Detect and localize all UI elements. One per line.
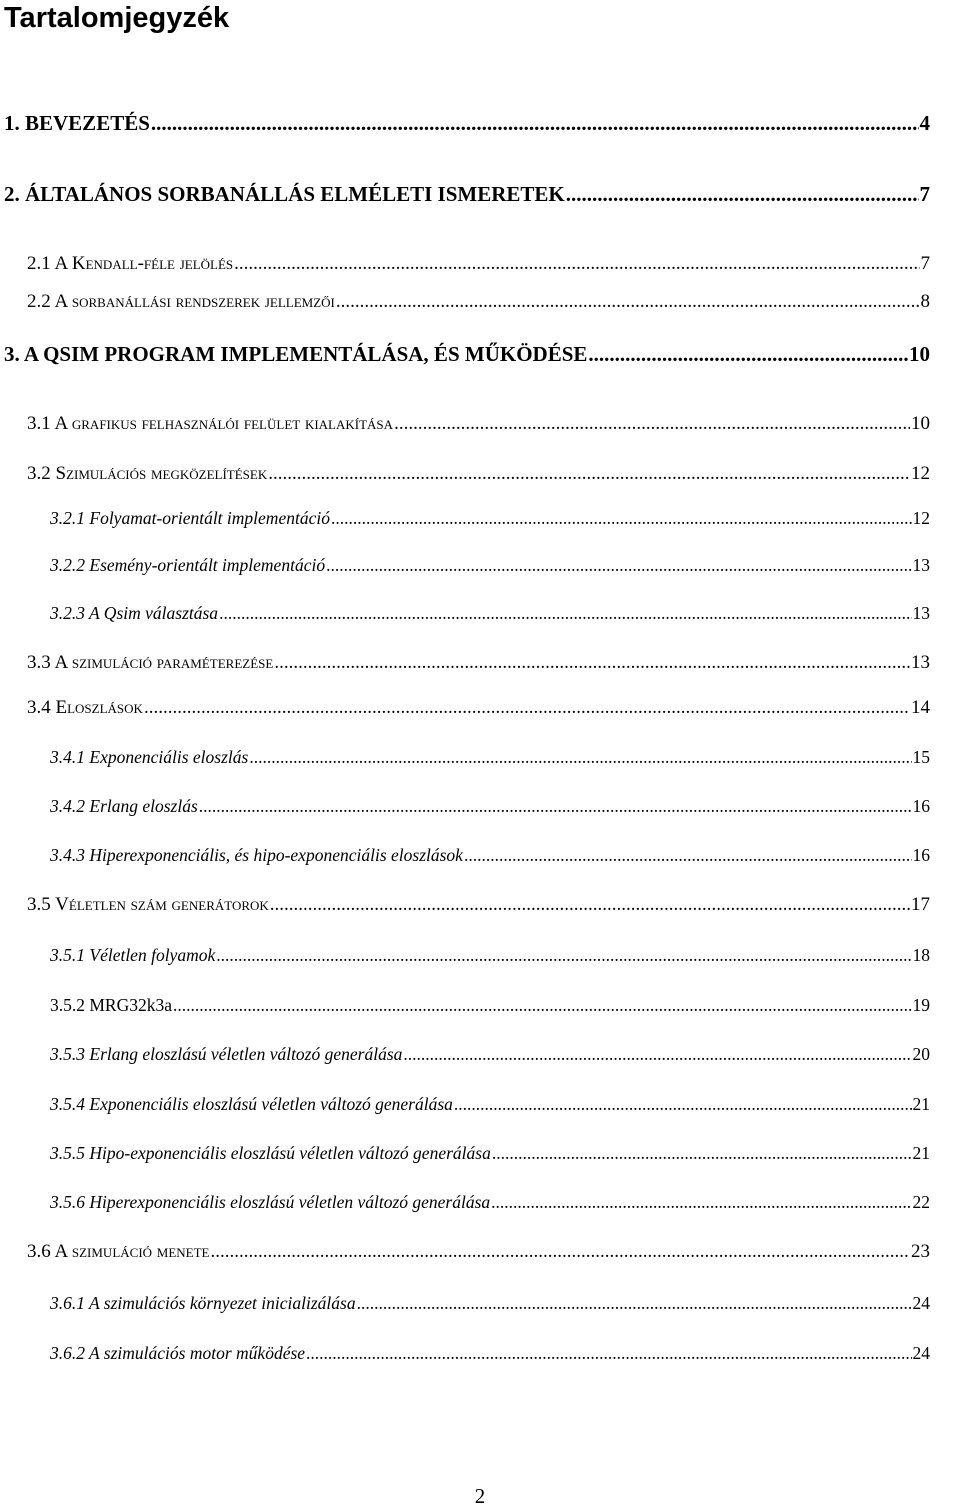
toc-leader-dots xyxy=(492,1139,912,1167)
toc-page-number: 10 xyxy=(909,342,930,366)
toc-leader-dots xyxy=(234,250,919,278)
toc-page-number: 23 xyxy=(911,1241,930,1262)
toc-entry-label: 3.5 Véletlen szám generátorok xyxy=(27,894,269,915)
page-title: Tartalomjegyzék xyxy=(4,2,230,34)
toc-entry-label: 3.3 A szimuláció paraméterezése xyxy=(27,652,274,673)
toc-page-number: 24 xyxy=(912,1343,930,1363)
toc-page-number: 12 xyxy=(911,463,930,484)
toc-entry[interactable] xyxy=(50,991,930,1019)
toc-entry-label: 3.1 A grafikus felhasználói felület kialakítása xyxy=(27,413,394,434)
toc-leader-dots xyxy=(336,288,920,316)
toc-page-number: 20 xyxy=(912,1044,930,1064)
toc-page-number: 18 xyxy=(912,945,930,965)
toc-entry-label: 3.2.3 A Qsim választása xyxy=(50,603,219,623)
toc-entry-label: 3.5.5 Hipo-exponenciális eloszlású véletlen változó generálása xyxy=(50,1143,491,1163)
toc-page-number: 13 xyxy=(911,652,930,673)
toc-page-number: 22 xyxy=(912,1192,930,1212)
toc-leader-dots xyxy=(394,410,910,438)
toc-page-number: 19 xyxy=(912,995,930,1015)
toc-page-number: 8 xyxy=(920,291,930,312)
toc-entry[interactable] xyxy=(50,1090,930,1118)
toc-page-number: 7 xyxy=(919,182,930,206)
toc-leader-dots xyxy=(211,1238,911,1266)
toc-entry[interactable] xyxy=(50,1040,930,1068)
toc-entry[interactable] xyxy=(50,1339,930,1367)
toc-leader-dots xyxy=(274,649,910,677)
toc-entry-label: 3.5.3 Erlang eloszlású véletlen változó generálása xyxy=(50,1044,403,1064)
footer-page-number: 2 xyxy=(474,1484,486,1508)
toc-leader-dots xyxy=(249,743,911,771)
toc-entry-label: 2.1 A Kendall-féle jelölés xyxy=(27,253,234,274)
toc-entry[interactable] xyxy=(50,599,930,627)
toc-entry-label: 1. BEVEZETÉS xyxy=(4,111,150,135)
toc-page-number: 7 xyxy=(920,253,930,274)
toc-entry[interactable] xyxy=(27,460,930,488)
toc-page-number: 14 xyxy=(911,697,930,718)
toc-page-number: 17 xyxy=(911,894,930,915)
toc-entry[interactable] xyxy=(50,504,930,532)
toc-page-number: 15 xyxy=(912,747,930,767)
toc-page-number: 4 xyxy=(919,111,930,135)
toc-entry-label: 3.5.2 MRG32k3a xyxy=(50,995,173,1015)
toc-leader-dots xyxy=(199,792,912,820)
toc-leader-dots xyxy=(403,1040,911,1068)
toc-page-number: 10 xyxy=(911,413,930,434)
toc-entry[interactable] xyxy=(4,109,930,137)
toc-entry[interactable] xyxy=(50,841,930,869)
toc-entry[interactable] xyxy=(27,1238,930,1266)
toc-entry-label: 2. ÁLTALÁNOS SORBANÁLLÁS ELMÉLETI ISMERETEK xyxy=(4,182,565,206)
toc-leader-dots xyxy=(144,694,910,722)
toc-entry-label: 3.2 Szimulációs megközelítések xyxy=(27,463,268,484)
toc-leader-dots xyxy=(216,941,911,969)
toc-page-number: 13 xyxy=(912,603,930,623)
toc-page-number: 12 xyxy=(912,508,930,528)
toc-entry-label: 3.5.4 Exponenciális eloszlású véletlen változó generálása xyxy=(50,1094,453,1114)
toc-entry[interactable] xyxy=(27,891,930,919)
toc-entry-label: 3.4.2 Erlang eloszlás xyxy=(50,796,198,816)
toc-leader-dots xyxy=(306,1339,911,1367)
toc-entry-label: 2.2 A sorbanállási rendszerek jellemzői xyxy=(27,291,335,312)
toc-entry[interactable] xyxy=(50,743,930,771)
toc-entry-label: 3.6.1 A szimulációs környezet inicializálása xyxy=(50,1293,356,1313)
toc-leader-dots xyxy=(268,460,910,488)
toc-leader-dots xyxy=(270,891,910,919)
toc-entry-label: 3.4.3 Hiperexponenciális, és hipo-exponenciális eloszlások xyxy=(50,845,463,865)
toc-entry[interactable] xyxy=(50,1289,930,1317)
toc-entry[interactable] xyxy=(50,1188,930,1216)
toc-leader-dots xyxy=(219,599,911,627)
toc-entry[interactable] xyxy=(4,180,930,208)
toc-leader-dots xyxy=(173,991,911,1019)
toc-entry[interactable] xyxy=(50,1139,930,1167)
toc-page-number: 16 xyxy=(912,845,930,865)
toc-entry[interactable] xyxy=(27,649,930,677)
toc-leader-dots xyxy=(331,504,912,532)
toc-leader-dots xyxy=(454,1090,912,1118)
toc-entry[interactable] xyxy=(27,288,930,316)
toc-entry-label: 3.2.2 Esemény-orientált implementáció xyxy=(50,555,326,575)
toc-page-number: 21 xyxy=(912,1094,930,1114)
toc-entry[interactable] xyxy=(50,551,930,579)
toc-leader-dots xyxy=(326,551,911,579)
toc-page-number: 24 xyxy=(912,1293,930,1313)
toc-entry[interactable] xyxy=(27,694,930,722)
toc-page-number: 16 xyxy=(912,796,930,816)
toc-leader-dots xyxy=(151,109,919,137)
toc-entry-label: 3.4.1 Exponenciális eloszlás xyxy=(50,747,249,767)
toc-entry[interactable] xyxy=(4,340,930,368)
toc-entry-label: 3.4 Eloszlások xyxy=(27,697,143,718)
toc-page-number: 21 xyxy=(912,1143,930,1163)
toc-entry-label: 3.5.1 Véletlen folyamok xyxy=(50,945,216,965)
toc-entry-label: 3.6.2 A szimulációs motor működése xyxy=(50,1343,306,1363)
toc-leader-dots xyxy=(566,180,919,208)
toc-entry[interactable] xyxy=(27,250,930,278)
toc-entry[interactable] xyxy=(50,941,930,969)
toc-leader-dots xyxy=(491,1188,911,1216)
toc-entry[interactable] xyxy=(27,410,930,438)
toc-leader-dots xyxy=(464,841,912,869)
toc-leader-dots xyxy=(588,340,908,368)
toc-entry-label: 3.2.1 Folyamat-orientált implementáció xyxy=(50,508,330,528)
toc-page-number: 13 xyxy=(912,555,930,575)
toc-entry-label: 3. A QSIM PROGRAM IMPLEMENTÁLÁSA, ÉS MŰKÖDÉSE xyxy=(4,342,588,366)
toc-leader-dots xyxy=(357,1289,912,1317)
toc-entry-label: 3.6 A szimuláció menete xyxy=(27,1241,210,1262)
toc-entry[interactable] xyxy=(50,792,930,820)
toc-entry-label: 3.5.6 Hiperexponenciális eloszlású véletlen változó generálása xyxy=(50,1192,491,1212)
